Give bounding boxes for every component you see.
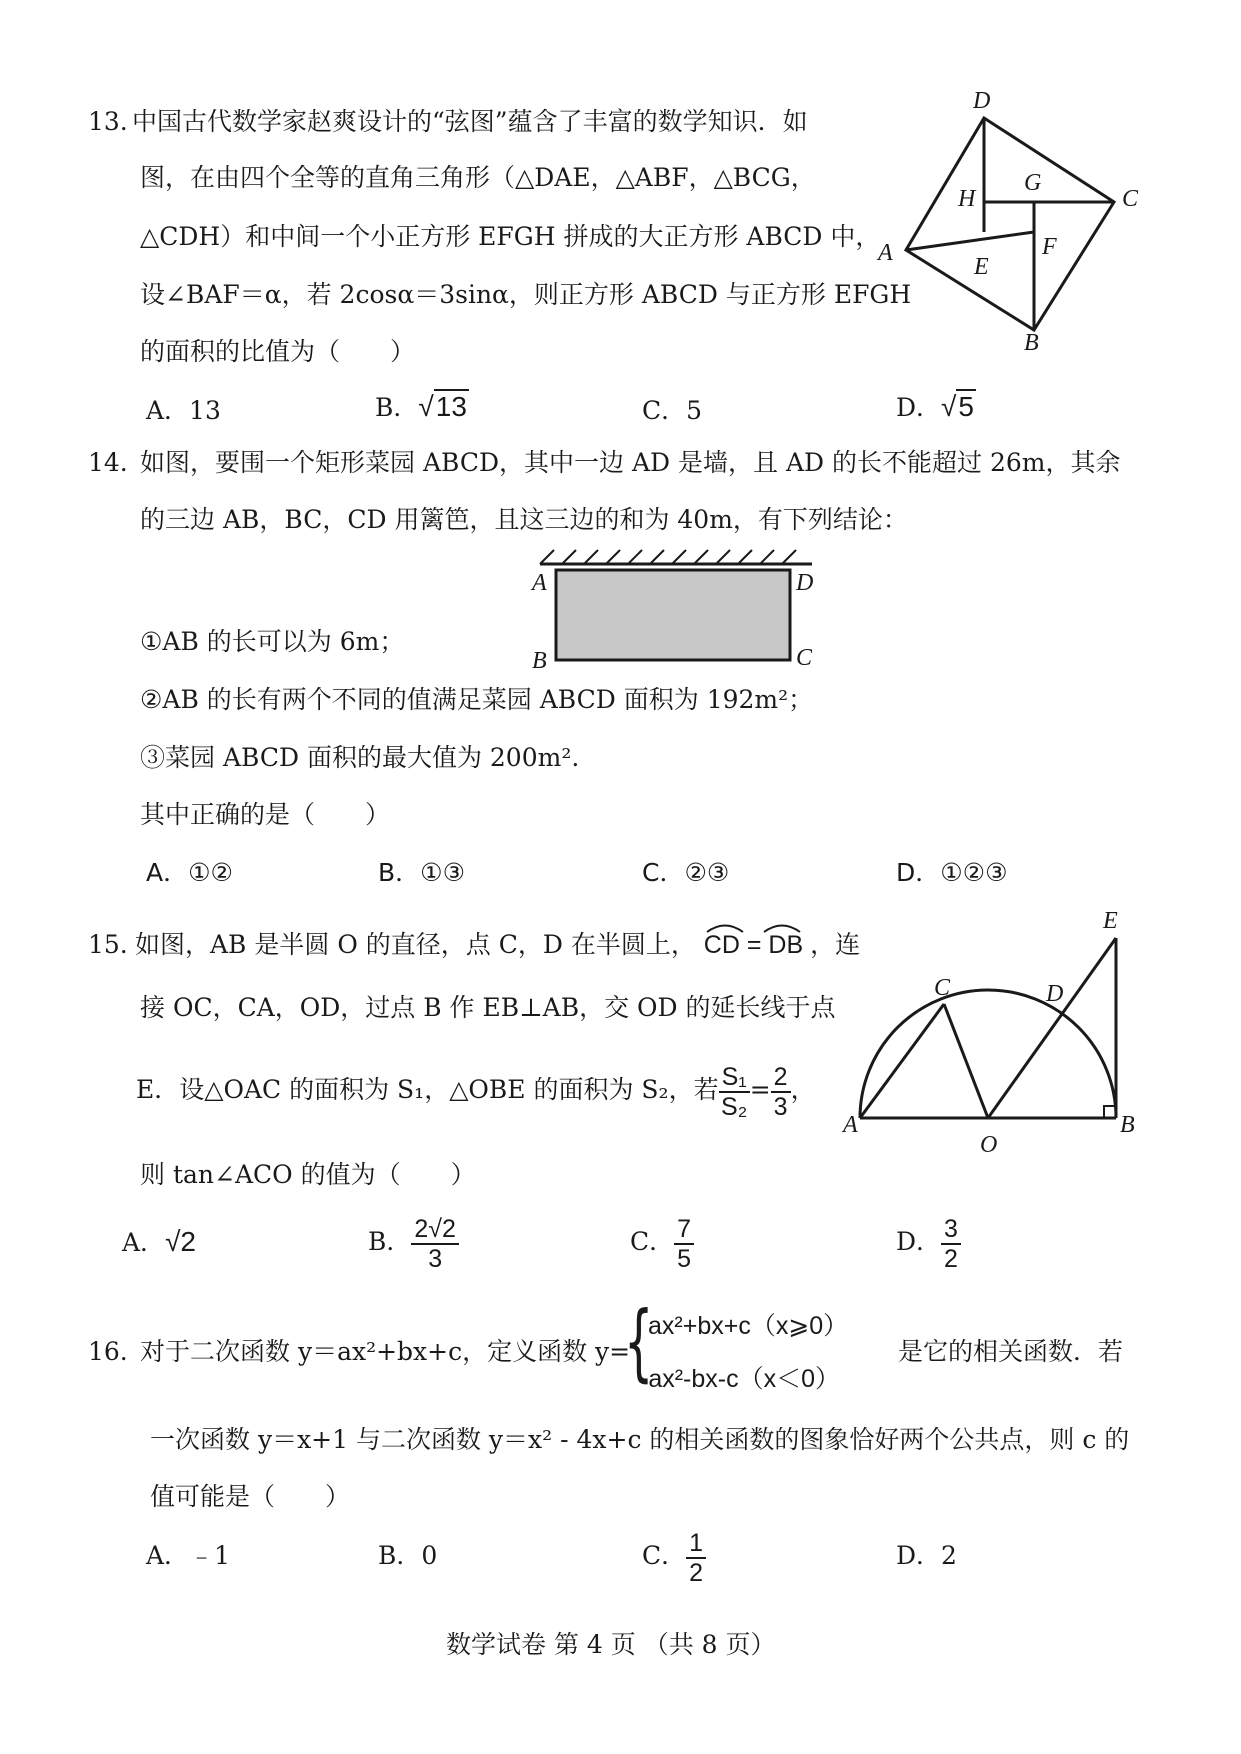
q13-outer-square (906, 118, 1114, 330)
q15-ratio-den: S₂ (720, 1092, 748, 1121)
q15-line-4: 则 tan∠ACO 的值为（ ） (140, 1160, 476, 1189)
q15-segment-oe (988, 938, 1116, 1118)
q13-line-ab (906, 232, 1034, 250)
q15-ratio-eq: = (749, 1075, 771, 1104)
q14-hatch (716, 550, 730, 564)
q16-piece-1: ax²+bx+c（x⩾0） (648, 1312, 849, 1340)
q16-option-a-letter: A． (146, 1541, 190, 1570)
brace-icon: { (624, 1293, 654, 1391)
q14-hatch (606, 550, 620, 564)
q15-line-1 (135, 930, 860, 960)
q13-label-c: C (1122, 186, 1139, 212)
q16-line-3: 值可能是（ ） (150, 1482, 351, 1511)
q13-option-d-radicand: 5 (958, 391, 974, 422)
q15-option-d-den: 2 (944, 1244, 958, 1273)
q15-option-b-den: 3 (428, 1244, 443, 1273)
sqrt-icon: √5 (941, 391, 974, 422)
q13-line-3: △CDH）和中间一个小正方形 EFGH 拼成的大正方形 ABCD 中， (140, 222, 881, 251)
q15-segment-co (944, 1004, 988, 1118)
q13-option-a[interactable] (146, 396, 221, 426)
q15-option-b-letter: B． (368, 1227, 412, 1256)
q15-label-b: B (1120, 1112, 1135, 1138)
q13-label-a: A (878, 240, 893, 266)
q15-arc-db-text: DB (768, 931, 804, 959)
q15-line-3-tail: ， (790, 1075, 816, 1104)
q13-option-a-text: A．13 (146, 396, 221, 425)
q16-option-d[interactable] (896, 1541, 957, 1571)
q13-option-d-letter: D． (896, 393, 942, 422)
q14-statement-2: ②AB 的长有两个不同的值满足菜园 ABCD 面积为 192m²； (140, 685, 814, 714)
q15-line-3 (136, 1060, 816, 1121)
q14-option-a[interactable]: A．①② (146, 858, 233, 887)
q16-option-d-letter: D． (896, 1541, 942, 1570)
q14-hatch (562, 550, 576, 564)
q15-arc-eq: = (746, 931, 762, 959)
q16-option-c[interactable] (642, 1524, 706, 1588)
q16-option-c-num: 1 (686, 1529, 706, 1559)
q15-ratio-value-den: 3 (773, 1092, 788, 1121)
q15-figure (850, 930, 1140, 1130)
q15-line-3-text: E．设△OAC 的面积为 S₁，△OBE 的面积为 S₂，若 (136, 1075, 719, 1104)
q13-option-d[interactable] (896, 392, 976, 423)
q13-option-b-radicand: 13 (435, 391, 467, 422)
q13-line-1: 中国古代数学家赵爽设计的“弦图”蕴含了丰富的数学知识．如 (132, 107, 808, 136)
q16-option-b-letter: B． (378, 1541, 422, 1570)
q14-garden-rect (556, 570, 790, 660)
q13-option-b[interactable] (375, 392, 469, 423)
q13-number: 13. (88, 107, 128, 136)
q15-number: 15. (88, 930, 128, 959)
q14-figure (520, 540, 820, 670)
q14-hatch (540, 550, 554, 564)
q15-label-c: C (934, 975, 951, 1001)
q15-ratio-value (771, 1063, 791, 1121)
arc-symbol-icon (763, 923, 801, 933)
q15-option-d[interactable] (896, 1210, 961, 1274)
q15-label-o: O (980, 1132, 998, 1158)
q15-option-c[interactable] (630, 1210, 694, 1274)
page-footer: 数学试卷 第 4 页 （共 8 页） (446, 1630, 776, 1659)
q16-option-a[interactable] (146, 1541, 230, 1571)
q16-option-c-den: 2 (689, 1558, 704, 1587)
q15-line-1-tail: ，连 (810, 930, 861, 959)
q14-line-2: 的三边 AB，BC，CD 用篱笆，且这三边的和为 40m，有下列结论： (140, 505, 908, 534)
q15-arc-db (761, 931, 810, 959)
q15-option-a-value: √2 (165, 1226, 197, 1257)
q16-line-1-text: 对于二次函数 y＝ax²+bx+c，定义函数 y= (140, 1337, 631, 1366)
q14-hatch (584, 550, 598, 564)
q15-ratio (719, 1063, 750, 1121)
q14-hatch (672, 550, 686, 564)
q13-option-b-letter: B． (375, 393, 419, 422)
q14-number: 14. (88, 448, 128, 477)
q15-line-2: 接 OC，CA，OD，过点 B 作 EB⊥AB，交 OD 的延长线于点 (140, 993, 836, 1022)
q14-option-b[interactable]: B．①③ (378, 858, 465, 887)
q14-hatch (738, 550, 752, 564)
q15-ratio-num: S₁ (719, 1063, 750, 1093)
q15-option-a[interactable] (122, 1227, 196, 1258)
q14-label-c: C (796, 645, 813, 671)
q14-option-d[interactable]: D．①②③ (896, 858, 1008, 887)
q14-label-b: B (532, 648, 547, 674)
q16-option-b-value: 0 (421, 1541, 438, 1570)
q14-hatch (694, 550, 708, 564)
q16-piece-2: -ax²-bx-c（x＜0） (640, 1365, 841, 1393)
q14-label-d: D (796, 570, 814, 596)
q16-option-a-value: ﹣1 (189, 1541, 230, 1570)
q14-label-a: A (532, 570, 547, 596)
q15-arc-cd (704, 931, 747, 959)
q15-option-b-frac (411, 1215, 459, 1273)
q15-label-e: E (1103, 908, 1118, 934)
q13-label-f: F (1042, 234, 1057, 260)
q16-option-c-frac (686, 1529, 706, 1587)
q14-statement-1: ①AB 的长可以为 6m； (140, 627, 405, 656)
q14-hatch (760, 550, 774, 564)
q15-label-d: D (1046, 981, 1064, 1007)
q15-option-d-num: 3 (941, 1215, 961, 1245)
q14-hatch (628, 550, 642, 564)
q15-option-a-letter: A． (122, 1228, 166, 1257)
q13-figure (900, 90, 1140, 350)
q15-ratio-value-num: 2 (771, 1063, 791, 1093)
q16-option-c-letter: C． (642, 1541, 687, 1570)
q15-option-c-letter: C． (630, 1227, 675, 1256)
q13-line-5: 的面积的比值为（ ） (140, 337, 416, 366)
q14-hatch (650, 550, 664, 564)
q16-line-1-tail: 是它的相关函数．若 (898, 1337, 1124, 1366)
q14-option-c[interactable]: C．②③ (642, 858, 730, 887)
q15-option-b-num: 2√2 (411, 1215, 459, 1245)
q15-option-c-num: 7 (674, 1215, 694, 1245)
q15-semicircle (860, 990, 1116, 1118)
q15-arc-cd-text: CD (703, 931, 740, 959)
q13-option-c-text: C．5 (642, 396, 703, 425)
q15-line-1-text: 如图，AB 是半圆 O 的直径，点 C，D 在半圆上， (135, 930, 696, 959)
q13-line-2: 图，在由四个全等的直角三角形（△DAE，△ABF，△BCG， (140, 163, 816, 192)
q14-line-1: 如图，要围一个矩形菜园 ABCD，其中一边 AD 是墙，且 AD 的长不能超过 26m，其余 (140, 448, 1121, 477)
q15-option-d-frac (941, 1215, 961, 1273)
q13-label-h: H (958, 186, 976, 212)
q13-option-c[interactable] (642, 396, 702, 426)
q15-option-b[interactable] (368, 1210, 459, 1274)
q16-option-b[interactable] (378, 1541, 437, 1571)
q15-option-c-frac (674, 1215, 694, 1273)
arc-symbol-icon (706, 923, 744, 933)
q14-hatch (782, 550, 796, 564)
q16-option-d-value: 2 (941, 1541, 957, 1570)
q14-statement-3: ③菜园 ABCD 面积的最大值为 200m². (140, 743, 580, 772)
q13-label-d: D (973, 88, 991, 114)
q13-label-g: G (1024, 170, 1042, 196)
q15-option-d-letter: D． (896, 1227, 942, 1256)
q13-label-b: B (1024, 330, 1039, 356)
q16-line-2: 一次函数 y＝x+1 与二次函数 y＝x² - 4x+c 的相关函数的图象恰好两个公共点，则 c 的 (150, 1425, 1130, 1454)
sqrt-icon: √13 (418, 391, 467, 422)
q13-label-e: E (974, 254, 989, 280)
q15-label-a: A (843, 1112, 858, 1138)
q14-question: 其中正确的是（ ） (140, 800, 391, 829)
q13-line-4: 设∠BAF＝α，若 2cosα＝3sinα，则正方形 ABCD 与正方形 EFGH (140, 280, 912, 309)
q15-option-c-den: 5 (677, 1244, 692, 1273)
q16-number: 16. (88, 1337, 128, 1366)
